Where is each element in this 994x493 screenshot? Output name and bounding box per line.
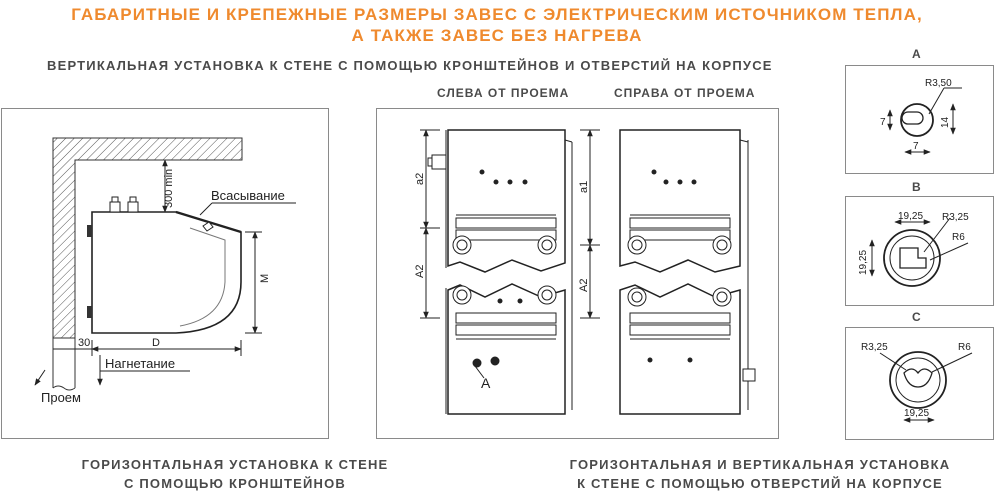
detail-c-width: 19,25 <box>904 408 930 419</box>
page-title-line1: ГАБАРИТНЫЕ И КРЕПЕЖНЫЕ РАЗМЕРЫ ЗАВЕС С ЭЛЕКТРИЧЕСКИМ ИСТОЧНИКОМ ТЕПЛА, <box>71 5 923 24</box>
dim-a1-right: a1 <box>578 180 590 193</box>
detail-b-radius-large: R6 <box>952 232 965 243</box>
dim-d: D <box>152 337 160 349</box>
detail-b-width: 19,25 <box>898 211 924 222</box>
page-title-line2: А ТАКЖЕ ЗАВЕС БЕЗ НАГРЕВА <box>351 26 643 45</box>
detail-b-drawing <box>872 218 968 286</box>
detail-c-radius-small: R3,25 <box>861 342 888 353</box>
side-caption-line2: С ПОМОЩЬЮ КРОНШТЕЙНОВ <box>123 476 347 491</box>
detail-a-label: A <box>912 47 921 61</box>
dim-a2-left: a2 <box>414 172 426 185</box>
detail-a-dim-7v: 7 <box>880 117 886 128</box>
detail-c-radius-large: R6 <box>958 342 971 353</box>
side-caption-line1: ГОРИЗОНТАЛЬНАЯ УСТАНОВКА К СТЕНЕ <box>81 457 389 472</box>
dim-m: M <box>259 273 271 283</box>
dim-30: 30 <box>78 337 91 349</box>
front-caption-line1: ГОРИЗОНТАЛЬНАЯ И ВЕРТИКАЛЬНАЯ УСТАНОВКА <box>569 457 951 472</box>
detail-b-label: B <box>912 180 921 194</box>
left-unit-drawing <box>428 130 572 414</box>
page-subtitle: ВЕРТИКАЛЬНАЯ УСТАНОВКА К СТЕНЕ С ПОМОЩЬЮ КРОНШТЕЙНОВ И ОТВЕРСТИЙ НА КОРПУСЕ <box>47 58 773 73</box>
detail-a-callout: A <box>481 375 491 391</box>
discharge-label: Нагнетание <box>105 356 176 371</box>
intake-label: Всасывание <box>211 188 285 203</box>
detail-b-radius-small: R3,25 <box>942 212 969 223</box>
dim-A2-left: A2 <box>414 264 426 278</box>
detail-a-dim-14: 14 <box>940 116 951 128</box>
detail-a-dim-7h: 7 <box>913 141 919 152</box>
opening-label: Проем <box>41 390 81 405</box>
detail-c-label: C <box>912 310 921 324</box>
detail-a-drawing <box>890 88 962 152</box>
front-caption-line2: К СТЕНЕ С ПОМОЩЬЮ ОТВЕРСТИЙ НА КОРПУСЕ <box>577 476 943 491</box>
detail-b-height: 19,25 <box>858 249 869 275</box>
right-unit-drawing <box>620 130 755 414</box>
dim-A2-right: A2 <box>578 278 590 292</box>
right-of-opening-heading: СПРАВА ОТ ПРОЕМА <box>614 86 756 100</box>
detail-a-radius: R3,50 <box>925 78 952 89</box>
left-of-opening-heading: СЛЕВА ОТ ПРОЕМА <box>437 86 570 100</box>
dim-300-min: 300 min <box>163 168 175 208</box>
